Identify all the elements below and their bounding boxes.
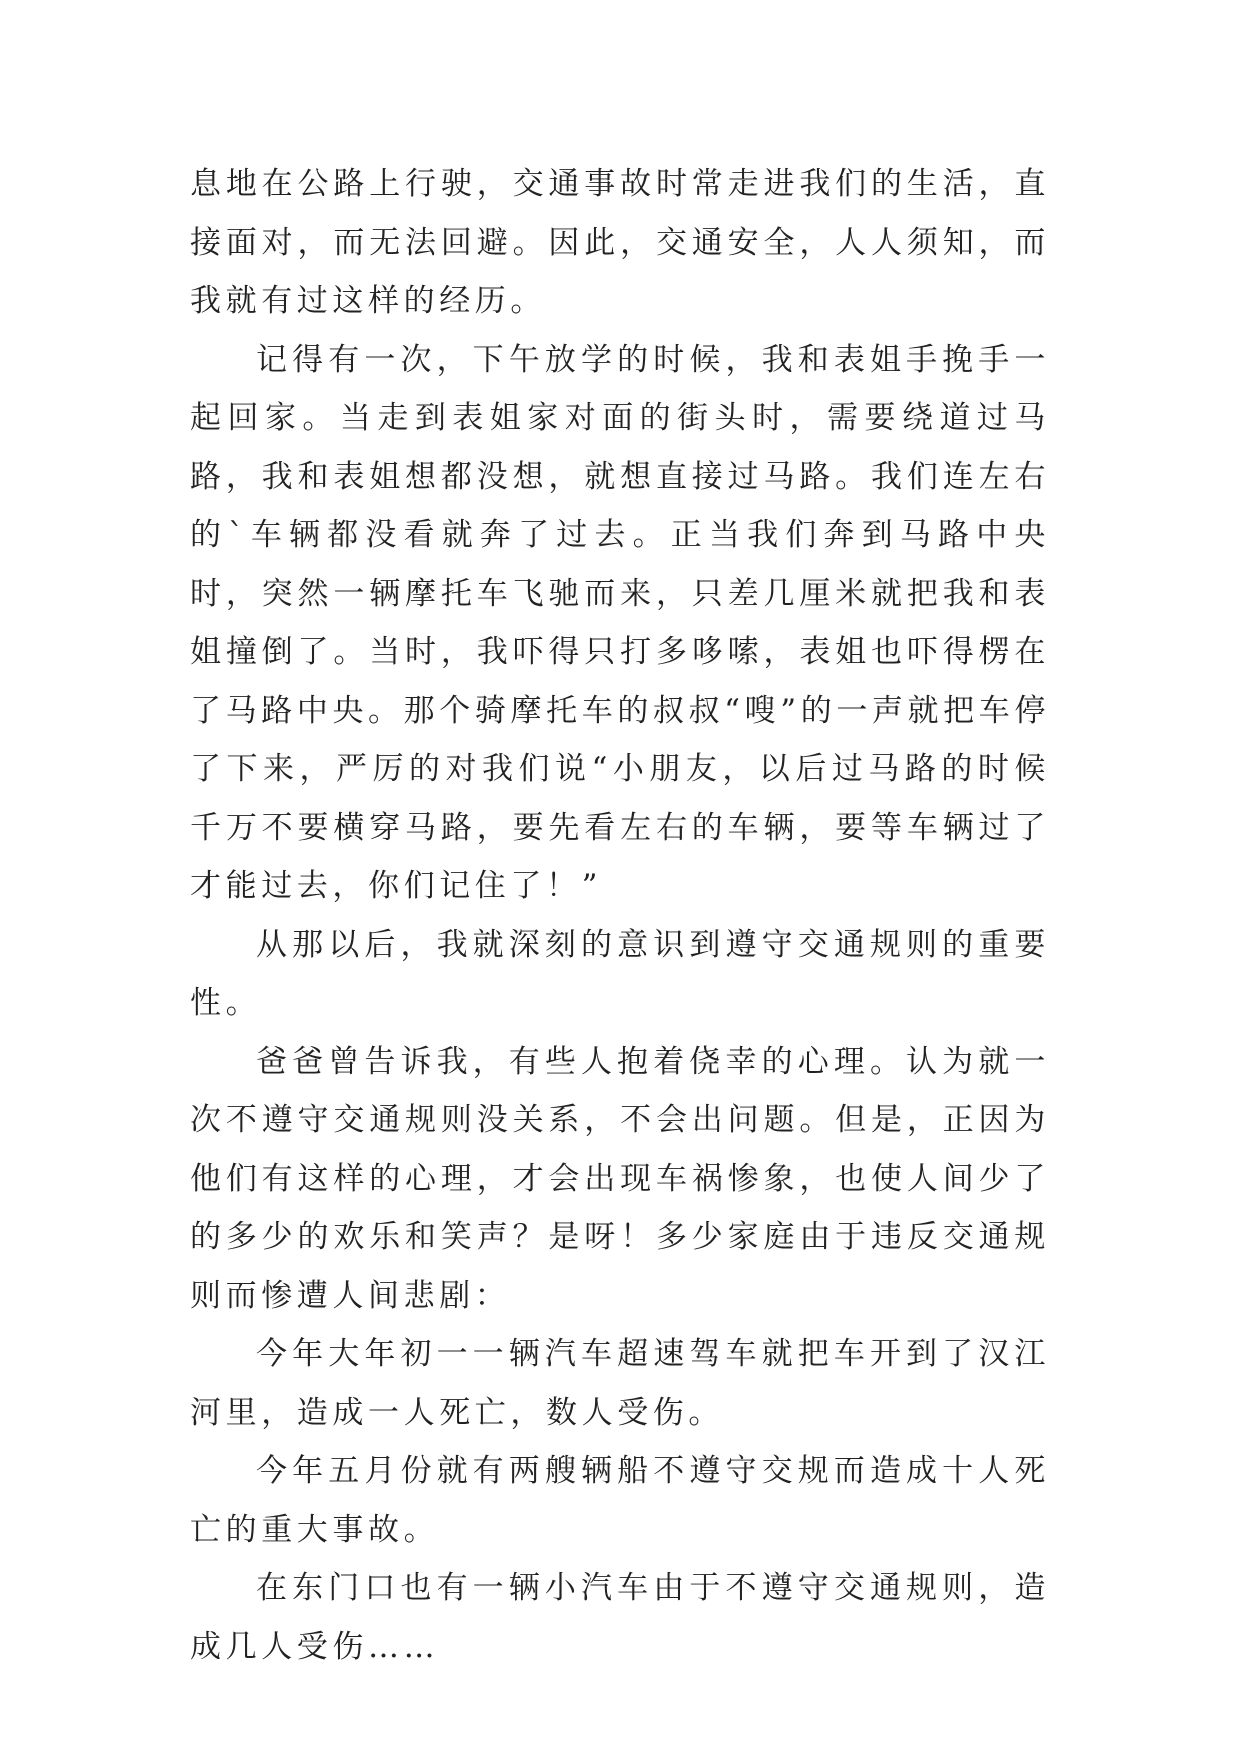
paragraph-7: 在东门口也有一辆小汽车由于不遵守交通规则，造成几人受伤……: [190, 1570, 1050, 1665]
paragraph-3: 从那以后，我就深刻的意识到遵守交通规则的重要性。: [190, 926, 1050, 1021]
paragraph-4: 爸爸曾告诉我，有些人抱着侥幸的心理。认为就一次不遵守交通规则没关系，不会出问题。但是，正因为他们有这样的心理，才会出现车祸惨象，也使人间少了的多少的欢乐和笑声？是呀！多少家庭由于违反交通规则而惨遭人间悲剧：: [190, 1043, 1050, 1314]
paragraph-2: 记得有一次，下午放学的时候，我和表姐手挽手一起回家。当走到表姐家对面的街头时，需要绕道过马路，我和表姐想都没想，就想直接过马路。我们连左右的`车辆都没看就奔了过去。正当我们奔到马路中央时，突然一辆摩托车飞驰而来，只差几厘米就把我和表姐撞倒了。当时，我吓得只打多哆嗦，表姐也吓得楞在了马路中央。那个骑摩托车的叔叔“嗖”的一声就把车停了下来，严厉的对我们说“小朋友，以后过马路的时候千万不要横穿马路，要先看左右的车辆，要等车辆过了才能过去，你们记住了！”: [190, 341, 1050, 904]
paragraph-6: 今年五月份就有两艘辆船不遵守交规而造成十人死亡的重大事故。: [190, 1453, 1050, 1548]
body-text: [190, 155, 1050, 1676]
paragraph-5: 今年大年初一一辆汽车超速驾车就把车开到了汉江河里，造成一人死亡，数人受伤。: [190, 1336, 1050, 1431]
paragraph-1: 息地在公路上行驶，交通事故时常走进我们的生活，直接面对，而无法回避。因此，交通安全，人人须知，而我就有过这样的经历。: [190, 166, 1050, 319]
